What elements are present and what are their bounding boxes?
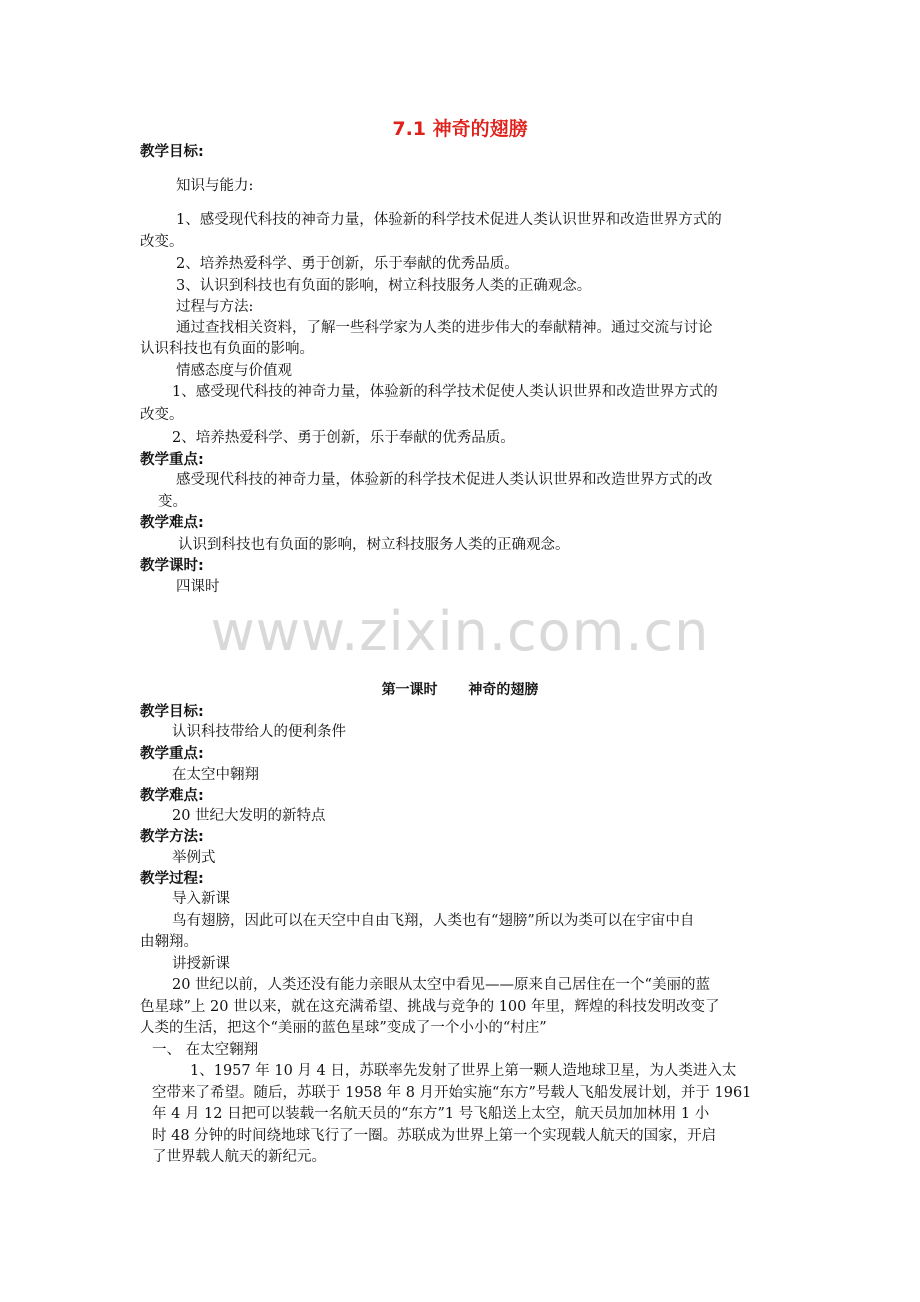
paragraph-line: 鸟有翅膀，因此可以在天空中自由飞翔，人类也有“翅膀”所以为类可以在宇宙中自 — [172, 913, 695, 929]
process-heading: 过程与方法: — [176, 299, 254, 315]
paragraph-line: 认识到科技也有负面的影响，树立科技服务人类的正确观念。 — [178, 537, 570, 553]
paragraph-line: 认识科技带给人的便利条件 — [172, 724, 346, 740]
paragraph-line: 了世界载人航天的新纪元。 — [152, 1149, 326, 1165]
key-heading: 教学重点: — [140, 452, 204, 468]
paragraph-line: 改变。 — [140, 234, 184, 250]
paragraph-line: 改变。 — [140, 407, 184, 423]
paragraph-line: 年 4 月 12 日把可以装载一名航天员的“东方”1 号飞船送上太空，航天员加加林用 1 小 — [152, 1106, 710, 1122]
paragraph-line: 认识科技也有负面的影响。 — [140, 341, 314, 357]
page-title: 7.1 神奇的翅膀 — [392, 118, 528, 140]
emotion-heading: 情感态度与价值观 — [176, 363, 292, 379]
paragraph-line: 3、认识到科技也有负面的影响，树立科技服务人类的正确观念。 — [176, 278, 592, 294]
paragraph-line: 在太空中翱翔 — [172, 767, 259, 783]
objectives-heading: 教学目标: — [140, 144, 204, 160]
paragraph-line: 2、培养热爱科学、勇于创新，乐于奉献的优秀品质。 — [176, 256, 519, 272]
paragraph-line: 色星球”上 20 世以来，就在这充满希望、挑战与竞争的 100 年里，辉煌的科技发明改变了 — [140, 999, 720, 1015]
paragraph-line: 时 48 分钟的时间绕地球飞行了一圈。苏联成为世界上第一个实现载人航天的国家，开启 — [152, 1128, 717, 1144]
process-heading: 教学过程: — [140, 871, 204, 887]
paragraph-line: 1、1957 年 10 月 4 日，苏联率先发射了世界上第一颗人造地球卫星，为人类进入太 — [190, 1063, 737, 1079]
method-heading: 教学方法: — [140, 829, 204, 845]
watermark: www.zixin.com.cn — [210, 600, 710, 663]
paragraph-line: 通过查找相关资料，了解一些科学家为人类的进步伟大的奉献精神。通过交流与讨论 — [176, 320, 713, 336]
paragraph-line: 20 世纪大发明的新特点 — [172, 808, 326, 824]
difficulty-heading: 教学难点: — [140, 788, 204, 804]
hours-heading: 教学课时: — [140, 558, 204, 574]
paragraph-line: 1、感受现代科技的神奇力量，体验新的科学技术促进人类认识世界和改造世界方式的 — [176, 212, 722, 228]
paragraph-line: 20 世纪以前，人类还没有能力亲眼从太空中看见——原来自己居住在一个“美丽的蓝 — [172, 977, 710, 993]
paragraph-line: 人类的生活，把这个“美丽的蓝色星球”变成了一个小小的“村庄” — [140, 1020, 547, 1036]
paragraph-line: 1、感受现代科技的神奇力量，体验新的科学技术促使人类认识世界和改造世界方式的 — [172, 384, 718, 400]
lesson-subtitle: 第一课时 神奇的翅膀 — [381, 682, 539, 698]
objectives-heading: 教学目标: — [140, 704, 204, 720]
paragraph-line: 2、培养热爱科学、勇于创新，乐于奉献的优秀品质。 — [172, 430, 515, 446]
paragraph-line: 变。 — [158, 494, 187, 510]
paragraph-line: 举例式 — [172, 850, 216, 866]
difficulty-heading: 教学难点: — [140, 515, 204, 531]
knowledge-heading: 知识与能力: — [176, 178, 254, 194]
paragraph-line: 空带来了希望。随后，苏联于 1958 年 8 月开始实施“东方”号载人飞船发展计划，并于 1961 — [152, 1085, 752, 1101]
paragraph-line: 感受现代科技的神奇力量，体验新的科学技术促进人类认识世界和改造世界方式的改 — [176, 472, 713, 488]
paragraph-line: 四课时 — [176, 579, 220, 595]
teach-heading: 讲授新课 — [172, 956, 230, 972]
key-heading: 教学重点: — [140, 746, 204, 762]
paragraph-line: 由翱翔。 — [140, 934, 198, 950]
intro-heading: 导入新课 — [172, 891, 230, 907]
part1-heading: 一、 在太空翱翔 — [152, 1042, 259, 1058]
